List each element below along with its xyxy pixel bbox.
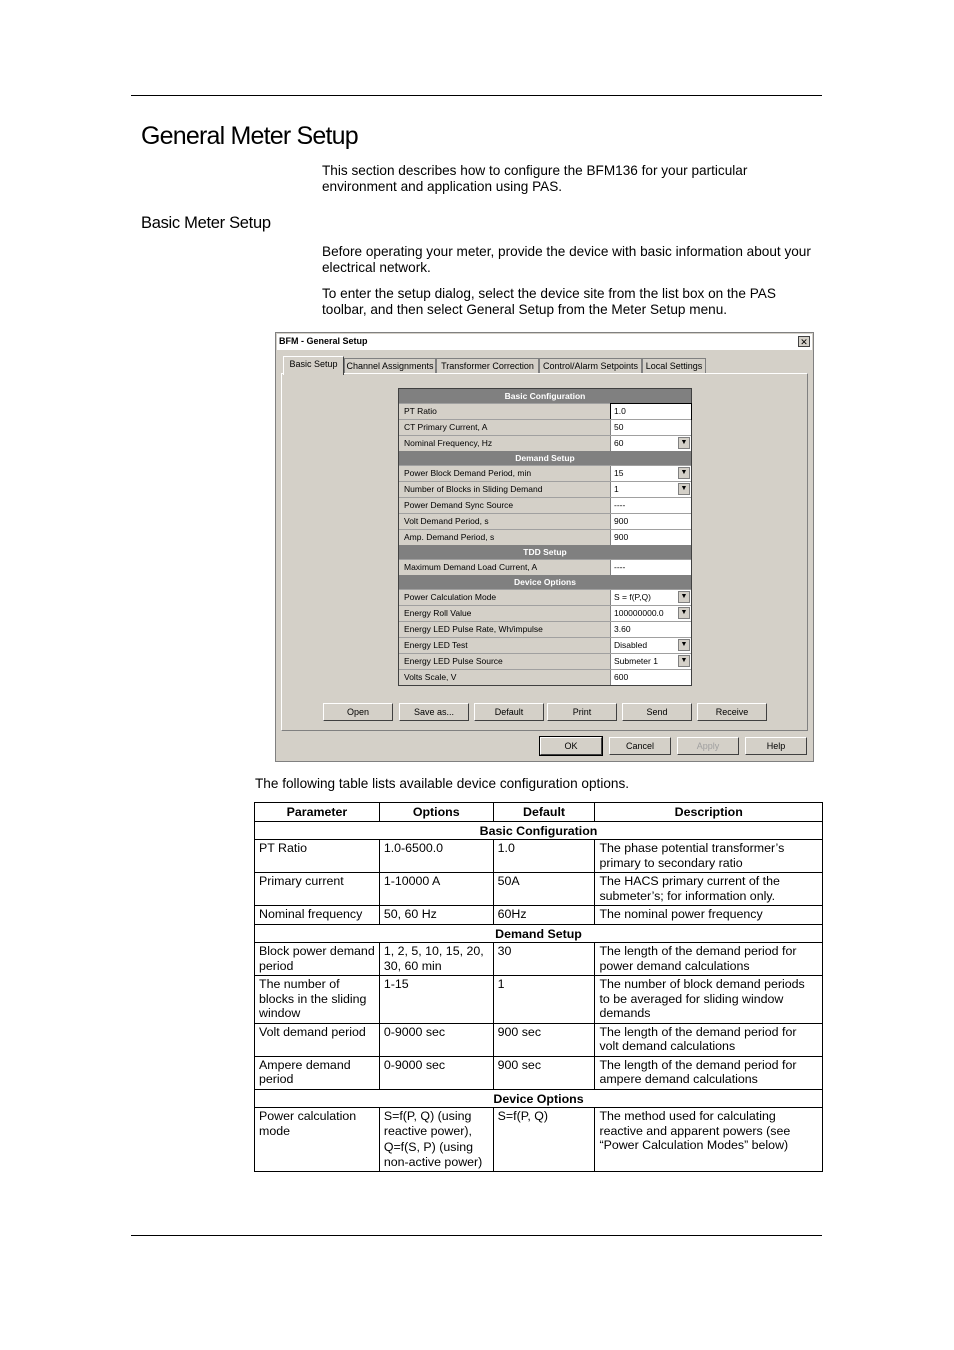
column-header: Default xyxy=(493,803,595,822)
table-cell: 1.0-6500.0 xyxy=(379,840,493,873)
grid-row-label: Volts Scale, V xyxy=(401,670,611,685)
table-cell: 1-15 xyxy=(379,976,493,1024)
column-header: Options xyxy=(379,803,493,822)
grid-row-label: Amp. Demand Period, s xyxy=(401,530,611,545)
table-row xyxy=(255,873,823,906)
table-cell: The phase potential transformer’s primary to secondary ratio xyxy=(595,840,823,873)
grid-row-sync-source xyxy=(399,497,691,513)
table-cell: 1, 2, 5, 10, 15, 20, 30, 60 min xyxy=(379,943,493,976)
table-section-row xyxy=(255,821,823,840)
table-cell: Nominal frequency xyxy=(255,906,380,925)
receive-button[interactable]: Receive xyxy=(697,703,767,721)
grid-row-label: Energy LED Pulse Source xyxy=(401,654,611,669)
tab-transformer-correction[interactable]: Transformer Correction xyxy=(436,358,539,374)
grid-row-pt-ratio xyxy=(399,403,691,419)
table-row xyxy=(255,906,823,925)
tab-channel-assignments[interactable]: Channel Assignments xyxy=(344,358,436,374)
ok-button[interactable]: OK xyxy=(540,737,602,755)
table-section-title: Demand Setup xyxy=(255,924,823,943)
dialog-title-bar xyxy=(277,334,812,350)
tab-control-alarm-setpoints[interactable]: Control/Alarm Setpoints xyxy=(539,358,642,374)
close-icon[interactable]: ✕ xyxy=(798,336,810,347)
nominal-frequency-select[interactable] xyxy=(611,436,691,451)
select-value: Submeter 1 xyxy=(614,656,658,666)
grid-row-label: PT Ratio xyxy=(401,404,611,419)
table-cell: Block power demand period xyxy=(255,943,380,976)
chevron-down-icon[interactable]: ▼ xyxy=(678,591,690,603)
table-cell: 0-9000 sec xyxy=(379,1023,493,1056)
column-header: Parameter xyxy=(255,803,380,822)
general-setup-dialog xyxy=(275,332,814,762)
grid-section-header: Demand Setup xyxy=(399,451,691,465)
table-row xyxy=(255,943,823,976)
dialog-title: BFM - General Setup xyxy=(279,336,368,346)
grid-row-label: Power Demand Sync Source xyxy=(401,498,611,513)
grid-row-label: CT Primary Current, A xyxy=(401,420,611,435)
chevron-down-icon[interactable]: ▼ xyxy=(678,437,690,449)
energy-roll-select[interactable] xyxy=(611,606,691,621)
table-cell: S=f(P, Q) xyxy=(493,1108,595,1172)
setup-grid xyxy=(398,388,692,686)
amp-demand-field[interactable]: 900 xyxy=(611,530,691,545)
apply-button[interactable]: Apply xyxy=(677,737,739,755)
grid-row-label: Nominal Frequency, Hz xyxy=(401,436,611,451)
grid-row-volt-demand xyxy=(399,513,691,529)
bottom-rule xyxy=(131,1235,822,1236)
select-value: S = f(P,Q) xyxy=(614,592,651,602)
grid-row-led-pulse-source xyxy=(399,653,691,669)
paragraph-setup-dialog: To enter the setup dialog, select the device site from the list box on the PAS toolbar, and then select General Setup from the Meter Setup menu. xyxy=(322,286,776,317)
table-cell: 900 sec xyxy=(493,1023,595,1056)
grid-row-max-demand-load xyxy=(399,559,691,575)
led-test-select[interactable] xyxy=(611,638,691,653)
volt-demand-field[interactable]: 900 xyxy=(611,514,691,529)
save-as-button[interactable]: Save as... xyxy=(399,703,469,721)
table-cell: The method used for calculating reactive and apparent powers (see “Power Calculation Modes” below) xyxy=(595,1108,823,1172)
sync-source-field[interactable]: ---- xyxy=(611,498,691,513)
table-cell: PT Ratio xyxy=(255,840,380,873)
table-cell: Volt demand period xyxy=(255,1023,380,1056)
grid-row-led-pulse-rate xyxy=(399,621,691,637)
chevron-down-icon[interactable]: ▼ xyxy=(678,639,690,651)
table-cell: 1-10000 A xyxy=(379,873,493,906)
table-row xyxy=(255,840,823,873)
table-cell: 0-9000 sec xyxy=(379,1056,493,1089)
table-row xyxy=(255,976,823,1024)
cancel-button[interactable]: Cancel xyxy=(609,737,671,755)
sliding-blocks-select[interactable] xyxy=(611,482,691,497)
volts-scale-field[interactable]: 600 xyxy=(611,670,691,685)
table-cell: The HACS primary current of the submeter’s; for information only. xyxy=(595,873,823,906)
table-caption: The following table lists available device configuration options. xyxy=(255,776,630,791)
led-pulse-source-select[interactable] xyxy=(611,654,691,669)
block-demand-select[interactable] xyxy=(611,466,691,481)
table-cell: 60Hz xyxy=(493,906,595,925)
select-value: 15 xyxy=(614,468,624,478)
table-section-title: Device Options xyxy=(255,1089,823,1108)
table-cell: The length of the demand period for power demand calculations xyxy=(595,943,823,976)
grid-row-energy-roll xyxy=(399,605,691,621)
grid-row-label: Energy LED Test xyxy=(401,638,611,653)
table-cell: 1.0 xyxy=(493,840,595,873)
table-cell: 50, 60 Hz xyxy=(379,906,493,925)
table-section-title: Basic Configuration xyxy=(255,821,823,840)
grid-row-label: Power Block Demand Period, min xyxy=(401,466,611,481)
table-cell: The nominal power frequency xyxy=(595,906,823,925)
chevron-down-icon[interactable]: ▼ xyxy=(678,467,690,479)
grid-row-label: Energy LED Pulse Rate, Wh/impulse xyxy=(401,622,611,637)
table-section-row xyxy=(255,924,823,943)
table-cell: 50A xyxy=(493,873,595,906)
table-cell: 900 sec xyxy=(493,1056,595,1089)
table-header-row xyxy=(255,803,823,822)
chevron-down-icon[interactable]: ▼ xyxy=(678,483,690,495)
grid-section-header: TDD Setup xyxy=(399,545,691,559)
help-button[interactable]: Help xyxy=(745,737,807,755)
tab-basic-setup[interactable]: Basic Setup xyxy=(283,356,344,375)
led-pulse-rate-field[interactable]: 3.60 xyxy=(611,622,691,637)
table-row xyxy=(255,1023,823,1056)
grid-row-sliding-blocks xyxy=(399,481,691,497)
grid-row-label: Energy Roll Value xyxy=(401,606,611,621)
table-row xyxy=(255,1056,823,1089)
power-calc-mode-select[interactable] xyxy=(611,590,691,605)
options-table xyxy=(254,802,823,1172)
select-value: 1 xyxy=(614,484,619,494)
table-cell: The number of block demand periods to be averaged for sliding window demands xyxy=(595,976,823,1024)
section-heading: Basic Meter Setup xyxy=(141,214,271,232)
option-line: Q=f(S, P) (using non-active power) xyxy=(383,1140,483,1169)
chevron-down-icon[interactable]: ▼ xyxy=(678,655,690,667)
table-cell xyxy=(379,1108,493,1172)
select-value: 60 xyxy=(614,438,624,448)
page-title: General Meter Setup xyxy=(141,122,358,150)
grid-section-header: Device Options xyxy=(399,575,691,589)
grid-row-nominal-frequency xyxy=(399,435,691,451)
grid-row-label: Volt Demand Period, s xyxy=(401,514,611,529)
table-cell: The length of the demand period for volt demand calculations xyxy=(595,1023,823,1056)
intro-paragraph: This section describes how to configure the BFM136 for your particular environment and application using PAS. xyxy=(322,163,748,194)
grid-row-amp-demand xyxy=(399,529,691,545)
select-value: Disabled xyxy=(614,640,648,650)
grid-row-volts-scale xyxy=(399,669,691,685)
max-demand-load-field[interactable]: ---- xyxy=(611,560,691,575)
default-button[interactable]: Default xyxy=(474,703,544,721)
grid-row-label: Maximum Demand Load Current, A xyxy=(401,560,611,575)
table-cell: 1 xyxy=(493,976,595,1024)
chevron-down-icon[interactable]: ▼ xyxy=(678,607,690,619)
column-header: Description xyxy=(595,803,823,822)
table-cell: Primary current xyxy=(255,873,380,906)
top-rule xyxy=(131,95,822,96)
open-button[interactable]: Open xyxy=(323,703,393,721)
table-cell: 30 xyxy=(493,943,595,976)
grid-row-block-demand xyxy=(399,465,691,481)
table-section-row xyxy=(255,1089,823,1108)
table-cell: Ampere demand period xyxy=(255,1056,380,1089)
grid-row-label: Power Calculation Mode xyxy=(401,590,611,605)
grid-section-header: Basic Configuration xyxy=(399,389,691,403)
ct-primary-field[interactable]: 50 xyxy=(611,420,691,435)
grid-row-ct-primary xyxy=(399,419,691,435)
paragraph-network-info: Before operating your meter, provide the device with basic information about your electrical network. xyxy=(322,244,811,275)
table-row xyxy=(255,1108,823,1172)
option-line: S=f(P, Q) (using reactive power), xyxy=(383,1109,472,1138)
pt-ratio-field[interactable]: 1.0 xyxy=(611,404,691,419)
grid-row-power-calc-mode xyxy=(399,589,691,605)
select-value: 100000000.0 xyxy=(614,608,664,618)
grid-row-led-test xyxy=(399,637,691,653)
tab-local-settings[interactable]: Local Settings xyxy=(642,358,706,374)
table-cell: The number of blocks in the sliding window xyxy=(255,976,380,1024)
table-cell: Power calculation mode xyxy=(255,1108,380,1172)
print-button[interactable]: Print xyxy=(547,703,617,721)
table-cell: The length of the demand period for ampere demand calculations xyxy=(595,1056,823,1089)
send-button[interactable]: Send xyxy=(622,703,692,721)
grid-row-label: Number of Blocks in Sliding Demand xyxy=(401,482,611,497)
